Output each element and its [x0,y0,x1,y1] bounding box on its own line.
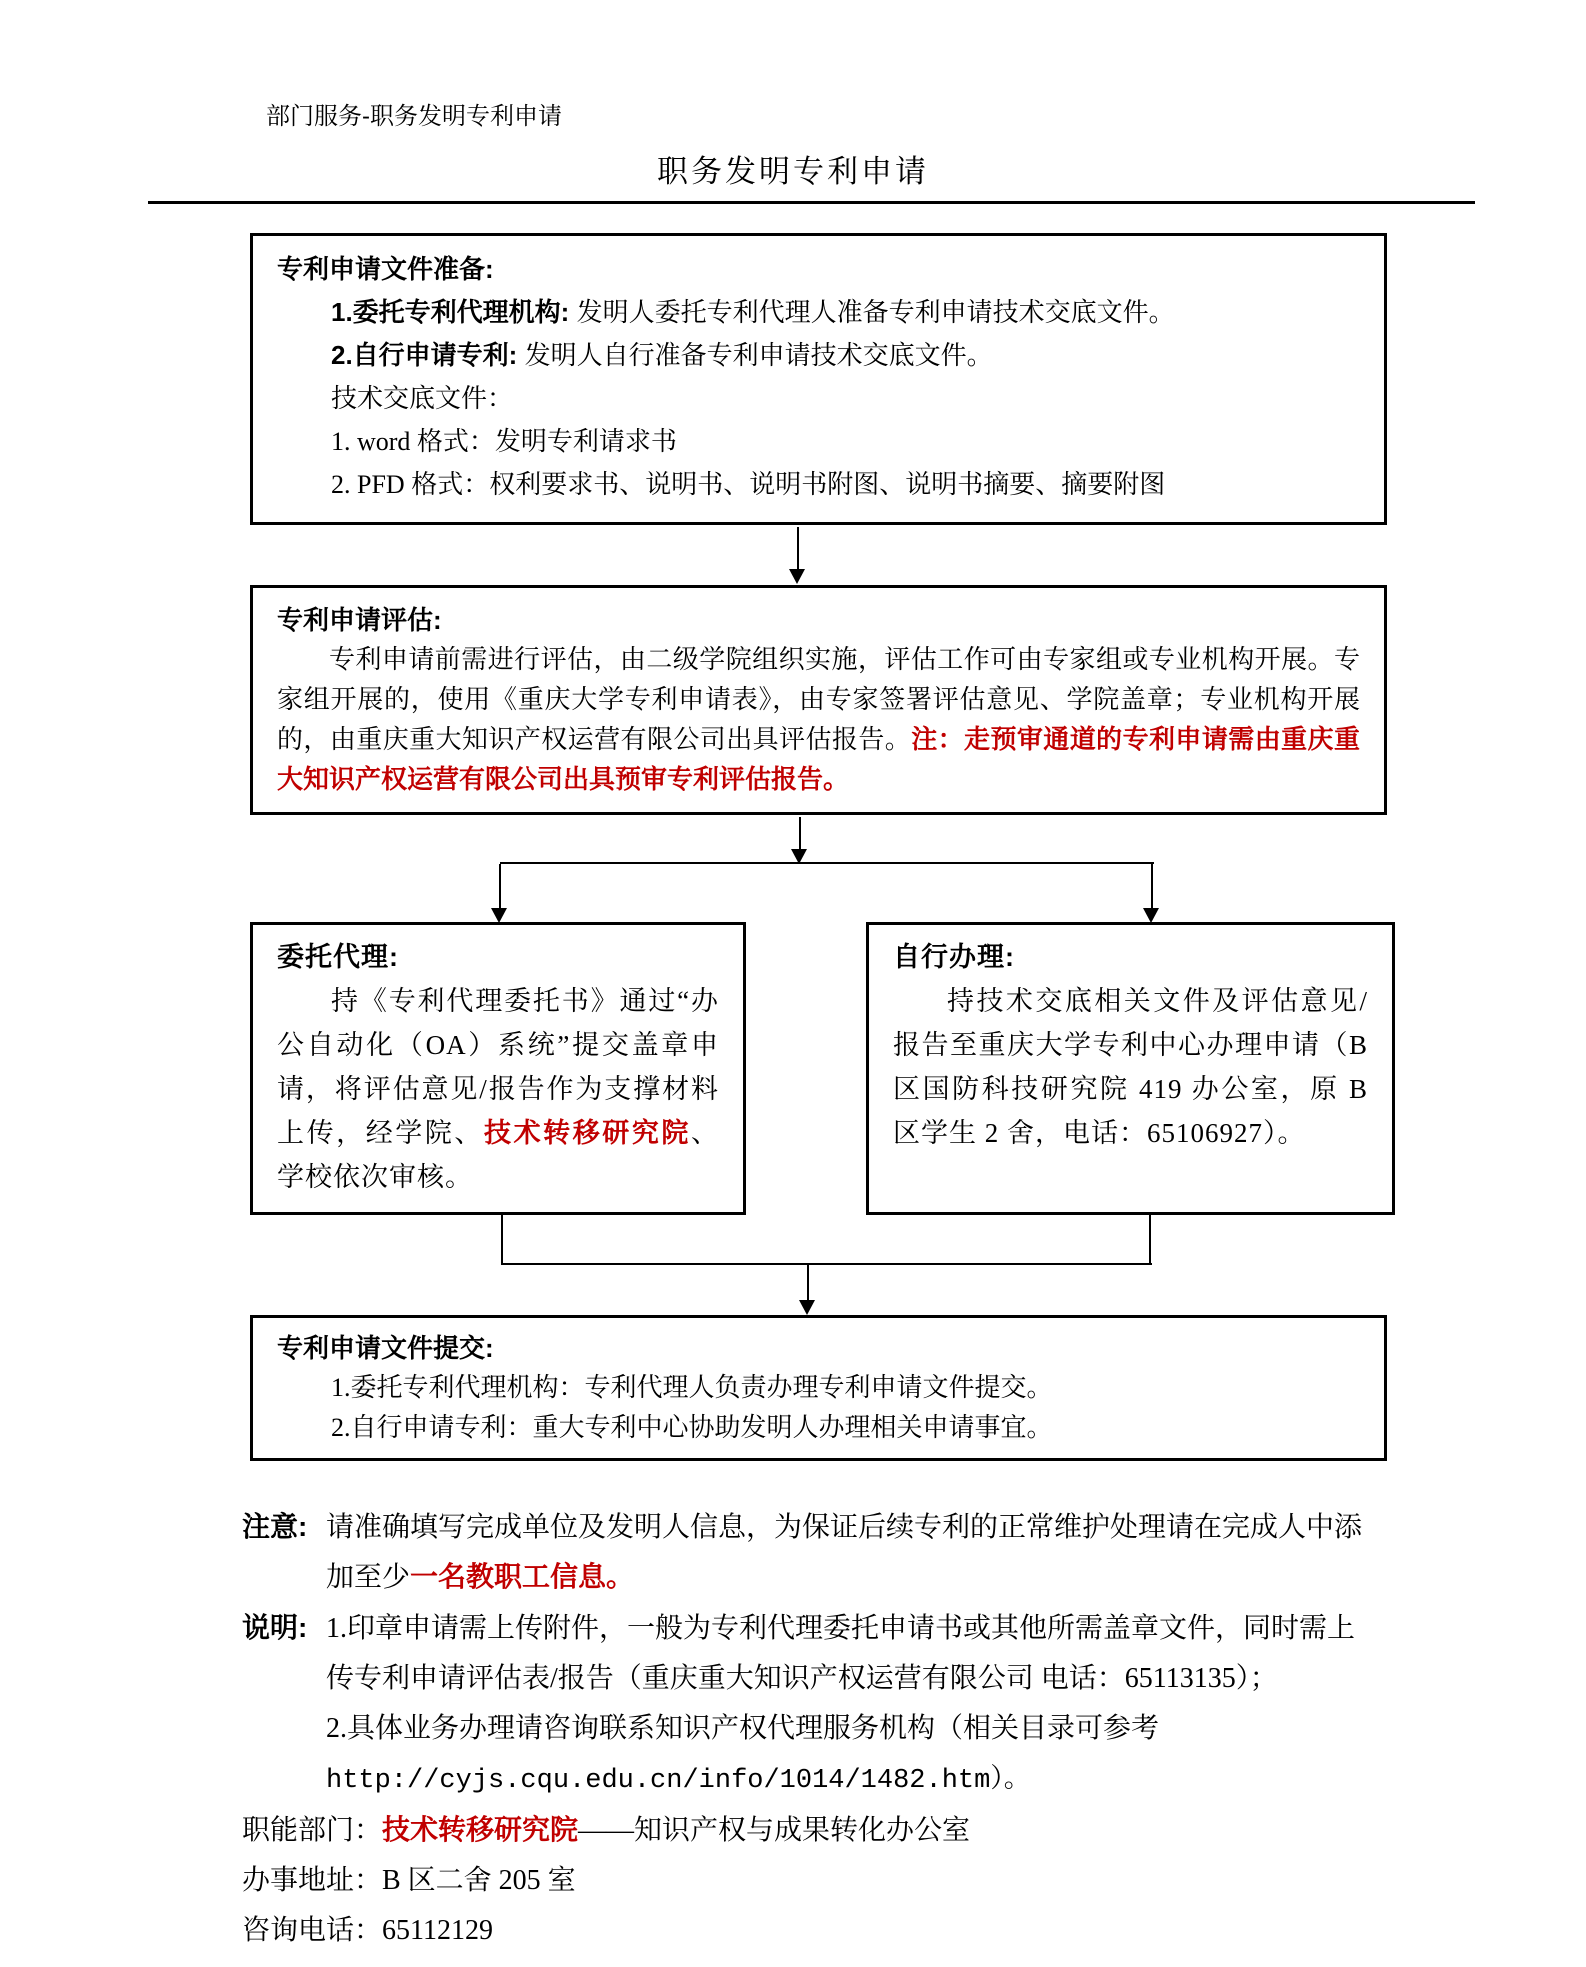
note-instruction-line2 [242,1654,1432,1704]
paragraph-text: 专利申请前需进行评估，由二级学院组织实施，评估工作可由专家组或专业机构开展。专家组开展的，使用《重庆大学专利申请表》，由专家签署评估意见、学院盖章；专业机构开展的，由重庆重大知识产权运营有限公司出具评估报告。 [277,645,1360,754]
note-text: 2.具体业务办理请咨询联系知识产权代理服务机构（相关目录可参考 [326,1713,1160,1744]
box-heading: 专利申请文件准备: [277,254,494,284]
phone-line: 咨询电话：65112129 [242,1915,493,1946]
box-paragraph [277,979,719,1199]
box-item [331,334,1360,377]
flow-line [501,1215,503,1265]
flow-box-submission [250,1315,1387,1461]
arrow-down-icon [1143,908,1159,923]
box-heading: 委托代理: [277,942,399,972]
arrow-down-icon [491,908,507,923]
note-instruction-line3 [242,1704,1432,1754]
box-paragraph [893,979,1368,1155]
flow-box-self-service [866,922,1395,1215]
note-instruction-line1 [242,1603,1432,1654]
item-label: 1.委托专利代理机构: [331,297,577,327]
red-highlight-text: 技术转移研究院 [382,1815,579,1846]
box-heading: 自行办理: [893,942,1015,972]
paragraph-text: 、学校依次审核。 [277,1118,719,1192]
paragraph-text: 持技术交底相关文件及评估意见/报告至重庆大学专利中心办理申请（B 区国防科技研究院 419 办公室，原 B 区学生 2 舍，电话：65106927）。 [893,986,1368,1148]
flow-line [799,817,801,850]
flow-box-preparation [250,233,1387,525]
note-instruction-line4 [242,1754,1432,1806]
flow-line [1149,1215,1151,1265]
flow-branch-line [500,862,1154,864]
arrow-down-icon [799,1300,815,1315]
flow-line [797,527,799,570]
box-item [331,291,1360,334]
box-item: 2. PFD 格式：权利要求书、说明书、说明书附图、说明书摘要、摘要附图 [331,470,1166,499]
address-line: 办事地址：B 区二舍 205 室 [242,1865,576,1896]
box-paragraph [277,640,1360,800]
notes-section [242,1502,1432,1956]
note-label: 说明: [242,1612,308,1643]
flow-line [1151,864,1153,909]
flow-line [807,1265,809,1301]
breadcrumb: 部门服务-职务发明专利申请 [266,103,562,130]
box-item: 1. word 格式：发明专利请求书 [331,427,677,456]
note-text: ——知识产权与成果转化办公室 [578,1815,971,1846]
note-text: 加至少 [326,1562,411,1593]
box-heading: 专利申请评估: [277,605,442,635]
box-heading: 专利申请文件提交: [277,1333,494,1363]
note-text: 1.印章申请需上传附件，一般为专利代理委托申请书或其他所需盖章文件，同时需上 [326,1613,1356,1644]
flow-box-evaluation [250,585,1387,815]
box-item: 2.自行申请专利：重大专利中心协助发明人办理相关申请事宜。 [331,1413,1053,1442]
page-title: 职务发明专利申请 [657,154,929,189]
note-text: 传专利申请评估表/报告（重庆重大知识产权运营有限公司 电话：65113135）； [326,1663,1278,1694]
url-text: http://cyjs.cqu.edu.cn/info/1014/1482.htm）。 [326,1766,1031,1796]
red-note-text: 注：走预审通道的专利申请需由重庆重大知识产权运营有限公司出具预审专利评估报告。 [277,725,1360,794]
note-text: 职能部门： [242,1815,383,1846]
paragraph-text: 持《专利代理委托书》通过“办公自动化（OA）系统”提交盖章申请，将评估意见/报告作为支撑材料上传，经学院、 [277,986,719,1148]
department-line [242,1806,1432,1856]
flow-merge-line [502,1263,1152,1265]
item-label: 2.自行申请专利: [331,340,525,370]
box-item: 1.委托专利代理机构：专利代理人负责办理专利申请文件提交。 [331,1373,1053,1402]
box-item: 技术交底文件： [331,384,514,413]
note-attention-line1 [242,1502,1432,1553]
arrow-down-icon [789,569,805,584]
title-divider [148,201,1475,204]
note-text: 请准确填写完成单位及发明人信息，为保证后续专利的正常维护处理请在完成人中添 [326,1512,1363,1543]
note-label: 注意: [242,1511,308,1542]
item-text: 发明人委托专利代理人准备专利申请技术交底文件。 [576,298,1175,327]
red-highlight-text: 技术转移研究院 [484,1118,691,1148]
item-text: 发明人自行准备专利申请技术交底文件。 [524,341,993,370]
red-note-text: 一名教职工信息。 [410,1562,635,1593]
flow-line [499,864,501,909]
flow-box-agency [250,922,746,1215]
note-attention-line2 [242,1553,1432,1603]
